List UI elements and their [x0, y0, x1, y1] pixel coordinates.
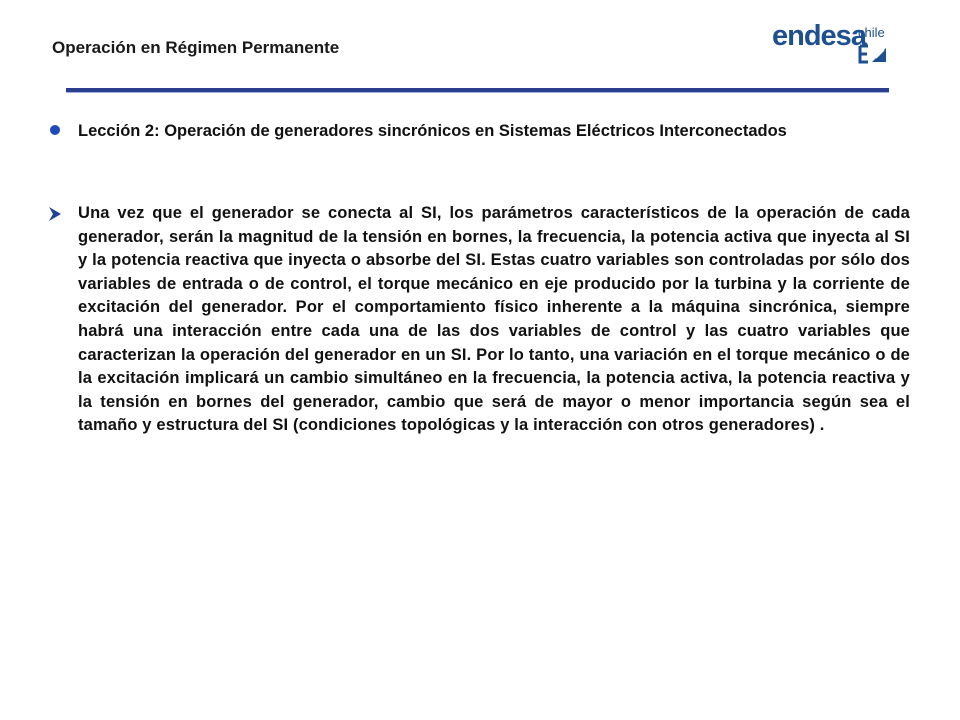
bullet-dot-icon: [50, 125, 60, 135]
logo-subtitle: chile: [858, 25, 885, 40]
logo-e-mark-icon: [858, 44, 890, 64]
arrow-bullet-icon: [47, 206, 63, 222]
logo-wordmark: endesa: [772, 20, 866, 52]
header-divider: [66, 88, 889, 93]
body-paragraph: Una vez que el generador se conecta al SI, los parámetros característicos de la operación de cada generador, serán la magnitud de la tensión en bornes, la frecuencia, la potencia activa que inyecta al SI y la potencia reactiva que inyecta o absorbe del SI. Estas cuatro variables son controladas por sólo dos variables de entrada o de control, el torque mecánico en eje producido por la turbina y la corriente de excitación del generador. Por el comportamiento físico inherente a la máquina sincrónica, siempre habrá una interacción entre cada una de las dos variables de control y las cuatro variables que caracterizan la operación del generador en un SI. Por lo tanto, una variación en el torque mecánico o de la excitación implicará un cambio simultáneo en la frecuencia, la potencia activa, la potencia reactiva y la tensión en bornes del generador, cambio que será de mayor o menor importancia según sea el tamaño y estructura del SI (condiciones topológicas y la interacción con otros generadores) .: [78, 204, 910, 435]
page-title: Operación en Régimen Permanente: [52, 38, 340, 57]
lesson-heading: Lección 2: Operación de generadores sincrónicos en Sistemas Eléctricos Interconectados: [78, 122, 787, 140]
endesa-chile-logo: [772, 20, 892, 68]
